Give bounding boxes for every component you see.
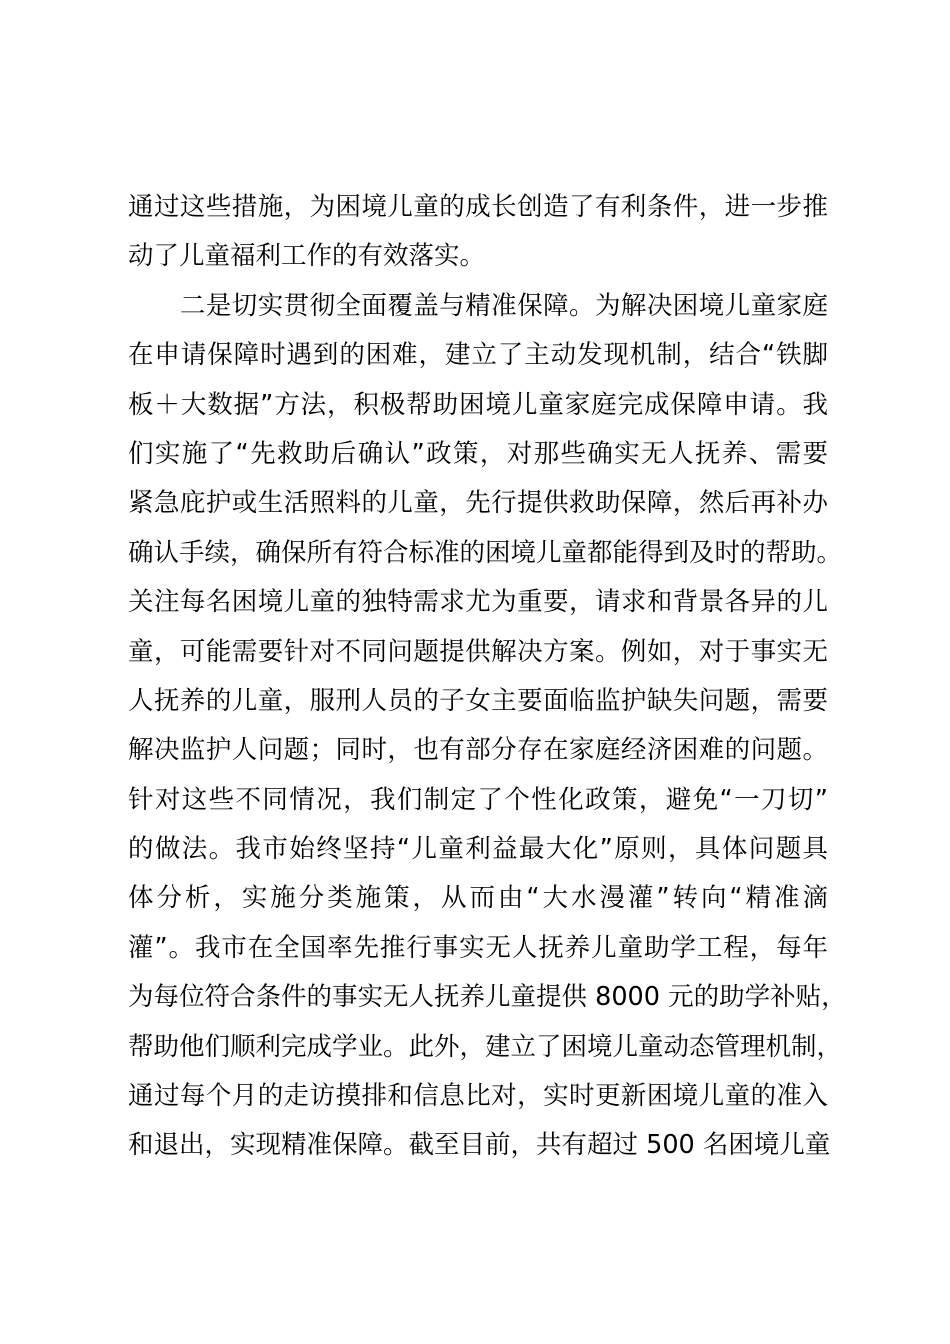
text-line: 解决监护人问题；同时，也有部分存在家庭经济困难的问题。 [128, 735, 828, 766]
body-text [128, 183, 847, 1171]
text-line: 灌”。我市在全国率先推行事实无人抚养儿童助学工程，每年 [128, 932, 828, 963]
text-line: 们实施了“先救助后确认”政策，对那些确实无人抚养、需要 [128, 438, 828, 469]
text-line: 童，可能需要针对不同问题提供解决方案。例如，对于事实无 [128, 636, 828, 667]
text-line: 板＋大数据”方法，积极帮助困境儿童家庭完成保障申请。我 [128, 389, 828, 420]
text-line: 和退出，实现精准保障。截至目前，共有超过 500 名困境儿童 [128, 1130, 831, 1161]
paragraph-start-line: 二是切实贯彻全面覆盖与精准保障。为解决困境儿童家庭 [128, 290, 828, 321]
text-line: 体分析，实施分类施策，从而由“大水漫灌”转向“精准滴 [128, 883, 828, 914]
text-line: 为每位符合条件的事实无人抚养儿童提供 8000 元的助学补贴， [128, 982, 847, 1013]
text-line: 在申请保障时遇到的困难，建立了主动发现机制，结合“铁脚 [128, 340, 828, 371]
text-line: 关注每名困境儿童的独特需求尤为重要，请求和背景各异的儿 [128, 587, 828, 618]
text-line: 的做法。我市始终坚持“儿童利益最大化”原则，具体问题具 [128, 834, 828, 865]
text-line: 帮助他们顺利完成学业。此外，建立了困境儿童动态管理机制， [128, 1031, 843, 1062]
text-line: 通过每个月的走访摸排和信息比对，实时更新困境儿童的准入 [128, 1081, 828, 1112]
text-line: 紧急庇护或生活照料的儿童，先行提供救助保障，然后再补办 [128, 488, 828, 519]
text-line: 动了儿童福利工作的有效落实。 [128, 241, 486, 272]
text-line: 确认手续，确保所有符合标准的困境儿童都能得到及时的帮助。 [128, 537, 843, 568]
text-line: 针对这些不同情况，我们制定了个性化政策，避免“一刀切” [128, 784, 828, 815]
text-line: 人抚养的儿童，服刑人员的子女主要面临监护缺失问题，需要 [128, 685, 828, 716]
text-line: 通过这些措施，为困境儿童的成长创造了有利条件，进一步推 [128, 192, 828, 222]
